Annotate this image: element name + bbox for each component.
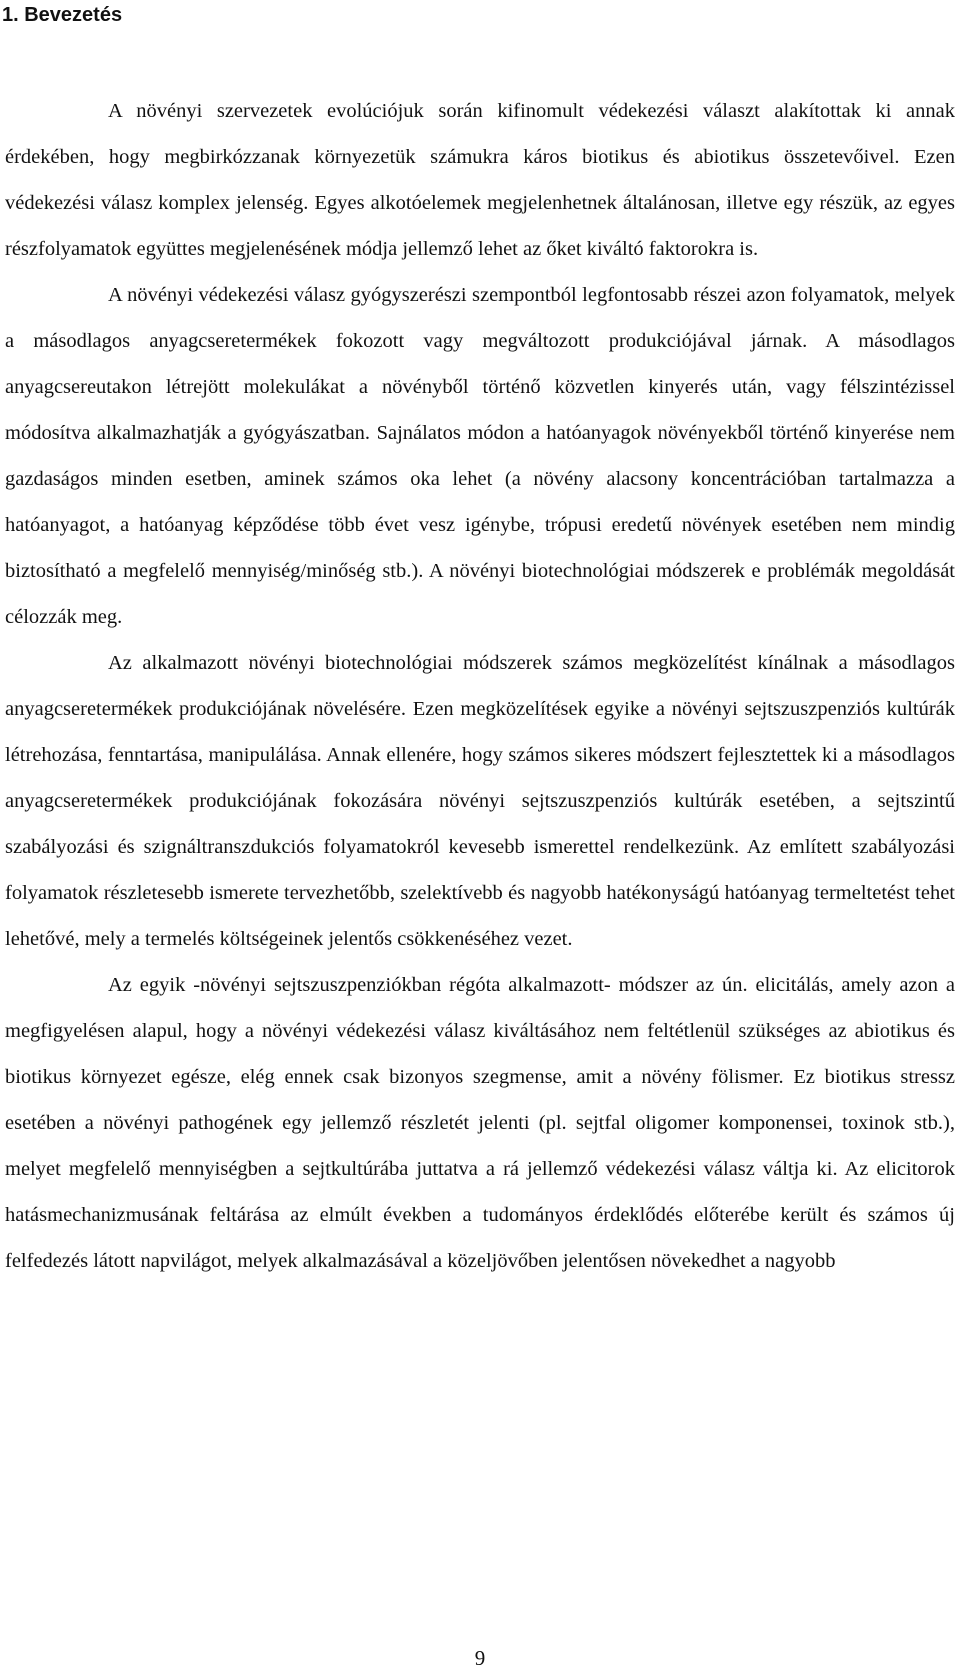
paragraph: Az alkalmazott növényi biotechnológiai módszerek számos megközelítést kínálnak a másodlagos anyagcseretermékek produkciójának növelésére. Ezen megközelítések egyike a növényi sejtszuszpenziós kultúrák létrehozása, fenntartása, manipulálása. Annak ellenére, hogy számos sikeres módszert fejlesztettek ki a másodlagos anyagcseretermékek produkciójának fokozására növényi sejtszuszpenziós kultúrák esetében, a sejtszintű szabályozási és szignáltranszdukciós folyamatokról kevesebb ismerettel rendelkezünk. Az említett szabályozási folyamatok részletesebb ismerete tervezhetőbb, szelektívebb és nagyobb hatékonyságú hatóanyag termeltetést tehet lehetővé, mely a termelés költségeinek jelentős csökkenéséhez vezet.: [5, 652, 955, 950]
page-number: 9: [474, 1646, 486, 1670]
body-text: [5, 88, 955, 1284]
section-heading: 1. Bevezetés: [2, 4, 123, 26]
paragraph: A növényi védekezési válasz gyógyszerészi szempontból legfontosabb részei azon folyamatok, melyek a másodlagos anyagcseretermékek fokozott vagy megváltozott produkciójával járnak. A másodlagos anyagcsereutakon létrejött molekulákat a növényből történő közvetlen kinyerés után, vagy félszintézissel módosítva alkalmazhatják a gyógyászatban. Sajnálatos módon a hatóanyagok növényekből történő kinyerése nem gazdaságos minden esetben, aminek számos oka lehet (a növény alacsony koncentrációban tartalmazza a hatóanyagot, a hatóanyag képződése több évet vesz igénybe, trópusi eredetű növények esetében nem mindig biztosítható a megfelelő mennyiség/minőség stb.). A növényi biotechnológiai módszerek e problémák megoldását célozzák meg.: [5, 284, 955, 628]
paragraph: A növényi szervezetek evolúciójuk során kifinomult védekezési választ alakítottak ki annak érdekében, hogy megbirkózzanak környezetük számukra káros biotikus és abiotikus összetevőivel. Ezen védekezési válasz komplex jelenség. Egyes alkotóelemek megjelenhetnek általánosan, illetve egy részük, az egyes részfolyamatok együttes megjelenésének módja jellemző lehet az őket kiváltó faktorokra is.: [5, 100, 955, 260]
paragraph: Az egyik -növényi sejtszuszpenziókban régóta alkalmazott- módszer az ún. elicitálás, amely azon a megfigyelésen alapul, hogy a növényi védekezési válasz kiváltásához nem feltétlenül szükséges az abiotikus és biotikus környezet egésze, elég ennek csak bizonyos szegmense, amit a növény fölismer. Ez biotikus stressz esetében a növényi pathogének egy jellemző részletét jelenti (pl. sejtfal oligomer komponensei, toxinok stb.), melyet megfelelő mennyiségben a sejtkultúrába juttatva a rá jellemző védekezési válasz váltja ki. Az elicitorok hatásmechanizmusának feltárása az elmúlt években a tudományos érdeklődés előterébe került és számos új felfedezés látott napvilágot, melyek alkalmazásával a közeljövőben jelentősen növekedhet a nagyobb: [5, 974, 955, 1272]
